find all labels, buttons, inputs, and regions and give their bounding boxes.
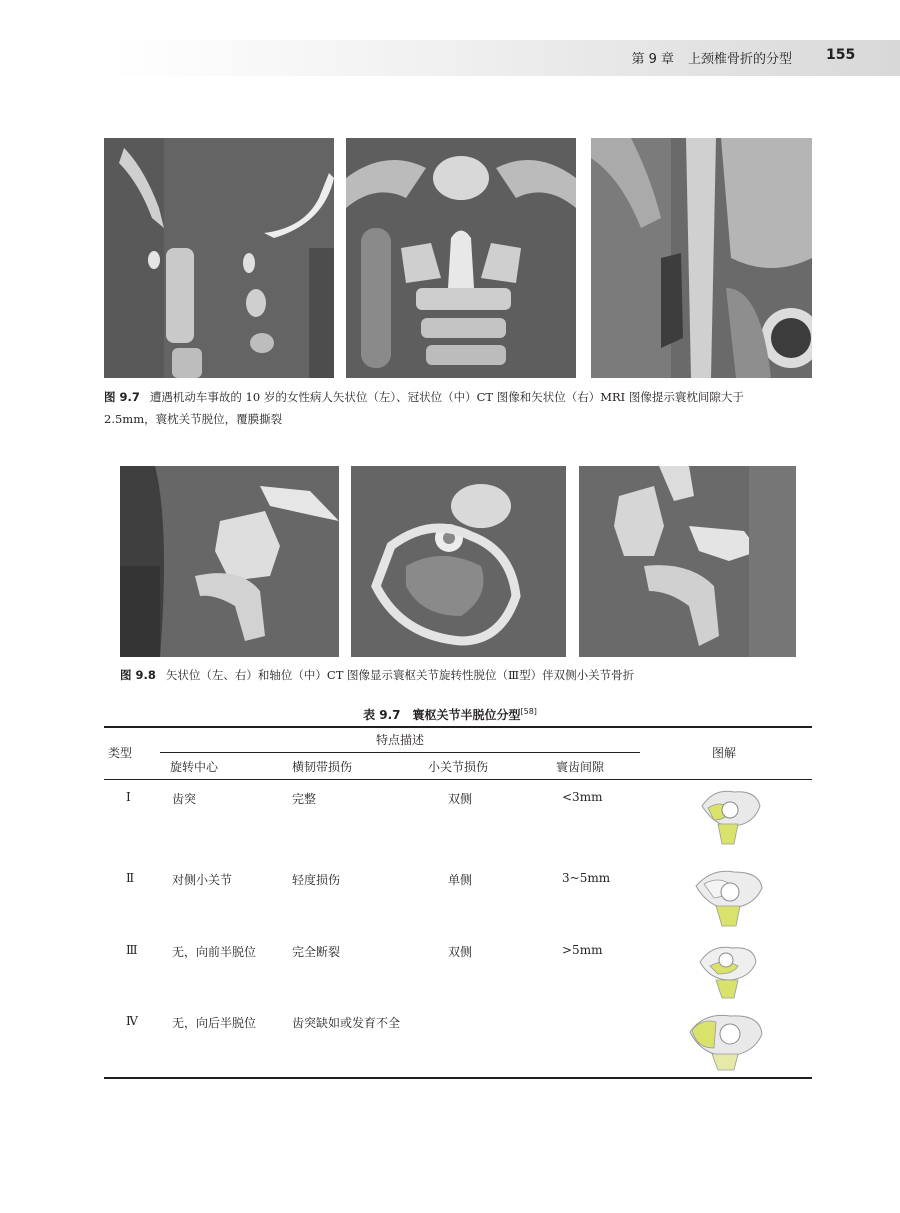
vertebra-illustration-type-4	[686, 1008, 766, 1072]
ct-sagittal-image-right	[579, 466, 796, 657]
ct-sagittal-image-left	[104, 138, 334, 378]
row-3-type: Ⅲ	[126, 943, 138, 957]
ct-coronal-image-middle	[346, 138, 576, 378]
figure-9-8-caption	[120, 664, 810, 686]
row-4-ligament: 齿突缺如或发育不全	[292, 1016, 401, 1030]
header-features: 特点描述	[375, 733, 424, 747]
header-interval: 寰齿间隙	[556, 760, 605, 774]
row-1-type: Ⅰ	[126, 790, 131, 804]
table-title	[0, 706, 900, 723]
row-1-ligament: 完整	[292, 792, 317, 806]
row-1-interval: <3mm	[562, 790, 603, 804]
table-header-rule	[104, 779, 812, 780]
row-4-type: Ⅳ	[126, 1014, 138, 1028]
row-2-rotation-center: 对侧小关节	[172, 873, 233, 887]
header-ligament: 横韧带损伤	[292, 760, 353, 774]
mri-sagittal-image-right	[591, 138, 812, 378]
table-group-rule	[160, 752, 640, 753]
table-title-text: 表 9.7 寰枢关节半脱位分型	[363, 708, 521, 722]
row-2-interval: 3~5mm	[562, 871, 611, 885]
figure-label: 图 9.8	[120, 668, 156, 682]
header-illustration: 图解	[712, 746, 737, 760]
row-3-interval: >5mm	[562, 943, 603, 957]
caption-text: 矢状位（左、右）和轴位（中）CT 图像显示寰枢关节旋转性脱位（Ⅲ型）伴双侧小关节骨折	[165, 668, 635, 682]
vertebra-illustration-type-3	[694, 940, 760, 1000]
row-3-rotation-center: 无，向前半脱位	[172, 945, 257, 959]
figure-9-7-caption	[104, 386, 816, 430]
vertebra-illustration-type-2	[690, 866, 766, 928]
table-bottom-rule	[104, 1077, 812, 1079]
ct-axial-image-middle	[351, 466, 566, 657]
table-top-rule	[104, 726, 812, 728]
row-3-ligament: 完全断裂	[292, 945, 341, 959]
row-2-type: Ⅱ	[126, 871, 135, 885]
header-type: 类型	[108, 746, 133, 760]
page-number: 155	[826, 47, 856, 63]
row-2-facet: 单侧	[448, 873, 473, 887]
caption-text: 遭遇机动车事故的 10 岁的女性病人矢状位（左）、冠状位（中）CT 图像和矢状位（右）MRI 图像提示寰枕间隙大于	[149, 390, 744, 404]
row-1-facet: 双侧	[448, 792, 473, 806]
chapter-number: 第 9 章	[631, 52, 674, 67]
ct-sagittal-image-left	[120, 466, 339, 657]
row-3-facet: 双侧	[448, 945, 473, 959]
table-reference: [58]	[520, 707, 537, 716]
header-rotation-center: 旋转中心	[170, 760, 219, 774]
row-2-ligament: 轻度损伤	[292, 873, 341, 887]
chapter-title: 上颈椎骨折的分型	[687, 52, 792, 67]
caption-text: 2.5mm，寰枕关节脱位，覆膜撕裂	[104, 412, 283, 426]
figure-label: 图 9.7	[104, 390, 140, 404]
row-4-rotation-center: 无，向后半脱位	[172, 1016, 257, 1030]
running-header	[631, 48, 792, 67]
row-1-rotation-center: 齿突	[172, 792, 197, 806]
header-facet: 小关节损伤	[428, 760, 489, 774]
vertebra-illustration-type-1	[694, 786, 762, 846]
